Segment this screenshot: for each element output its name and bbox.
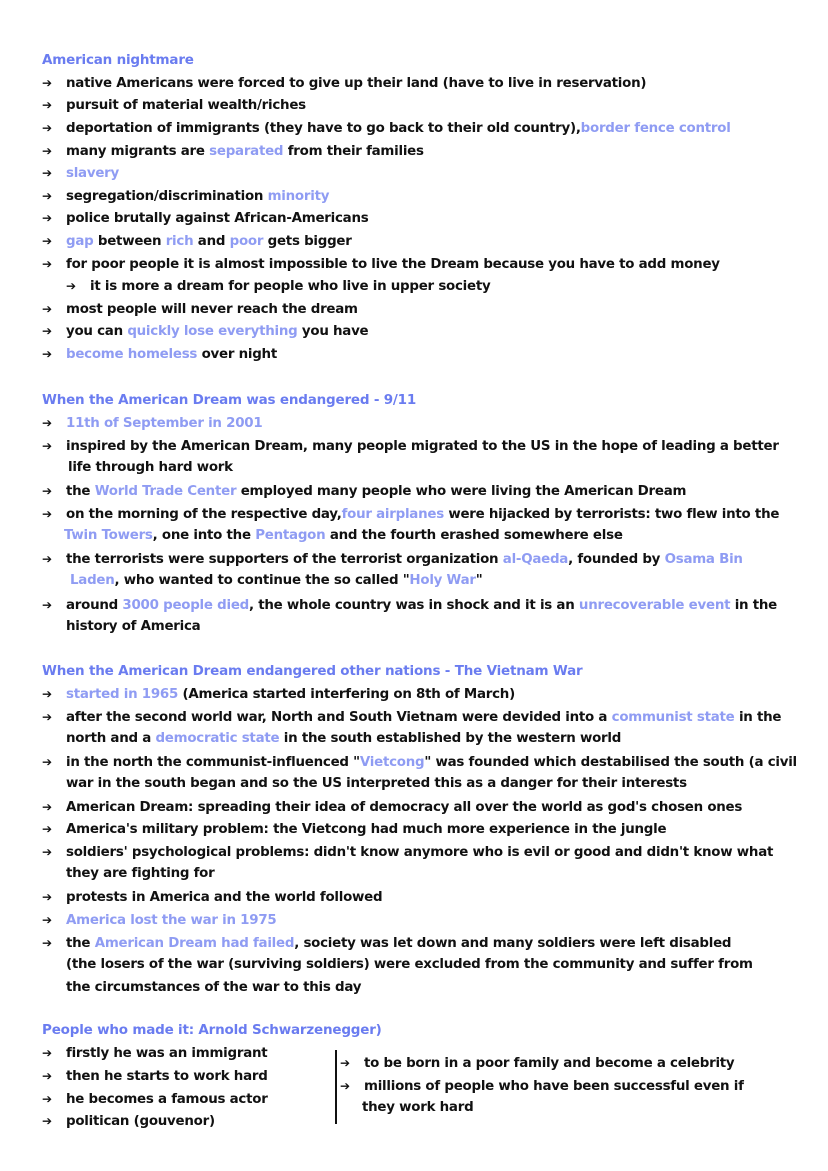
item-text: , founded by bbox=[568, 552, 661, 567]
item-text: , society was let down and many soldiers were left disabled bbox=[294, 936, 732, 951]
list-item bbox=[42, 594, 777, 616]
arrow-icon: ➔ bbox=[42, 845, 52, 859]
arrow-icon: ➔ bbox=[42, 822, 52, 836]
list-item bbox=[42, 1042, 267, 1064]
highlight-text: minority bbox=[267, 189, 330, 204]
item-text: life through hard work bbox=[68, 460, 233, 475]
list-item bbox=[42, 706, 781, 728]
arrow-icon: ➔ bbox=[42, 416, 52, 430]
list-item bbox=[42, 548, 743, 570]
item-text: the terrorists were supporters of the terrorist organization bbox=[66, 552, 499, 567]
highlight-text: started in 1965 bbox=[66, 687, 179, 702]
arrow-icon: ➔ bbox=[42, 507, 52, 521]
arrow-icon: ➔ bbox=[42, 936, 52, 950]
list-item bbox=[42, 72, 646, 94]
list-item bbox=[42, 435, 779, 457]
highlight-text: America lost the war in 1975 bbox=[66, 913, 277, 928]
highlight-text: World Trade Center bbox=[94, 484, 237, 499]
item-text: for poor people it is almost impossible to live the Dream because you have to add money bbox=[66, 257, 720, 272]
item-text: in the north the communist-influenced " bbox=[66, 755, 360, 770]
arrow-icon: ➔ bbox=[42, 913, 52, 927]
list-item bbox=[42, 932, 731, 954]
arrow-icon: ➔ bbox=[42, 302, 52, 316]
item-text: America's military problem: the Vietcong had much more experience in the jungle bbox=[66, 822, 667, 837]
highlight-text: American Dream had failed bbox=[94, 936, 295, 951]
arrow-icon: ➔ bbox=[42, 211, 52, 225]
item-text: in the bbox=[738, 710, 782, 725]
list-item bbox=[42, 886, 382, 908]
item-text: inspired by the American Dream, many people migrated to the US in the hope of leading a better bbox=[66, 439, 779, 454]
item-text: they work hard bbox=[362, 1100, 474, 1115]
item-text: " bbox=[475, 573, 483, 588]
list-item bbox=[42, 140, 424, 162]
list-item bbox=[42, 1088, 268, 1110]
arrow-icon: ➔ bbox=[42, 257, 52, 271]
list-item bbox=[42, 412, 262, 434]
arrow-icon: ➔ bbox=[42, 98, 52, 112]
item-text: to be born in a poor family and become a celebrity bbox=[364, 1056, 735, 1071]
item-text: , one into the bbox=[152, 528, 251, 543]
list-item-continuation bbox=[362, 1097, 473, 1119]
list-item bbox=[42, 841, 773, 863]
item-text: (America started interfering on 8th of March) bbox=[182, 687, 515, 702]
list-item bbox=[42, 298, 358, 320]
item-text: pursuit of material wealth/riches bbox=[66, 98, 306, 113]
list-item bbox=[42, 94, 306, 116]
item-text: the bbox=[66, 484, 91, 499]
list-item bbox=[66, 275, 490, 297]
item-text: soldiers' psychological problems: didn't know anymore who is evil or good and didn't know what bbox=[66, 845, 774, 860]
list-item-continuation bbox=[66, 616, 200, 638]
arrow-icon: ➔ bbox=[42, 121, 52, 135]
highlight-text: gap bbox=[66, 234, 94, 249]
item-text: deportation of immigrants (they have to go back to their old country), bbox=[66, 121, 581, 136]
item-text: (the losers of the war (surviving soldiers) were excluded from the community and suffer from bbox=[66, 957, 753, 972]
item-text: segregation/discrimination bbox=[66, 189, 264, 204]
item-text: " was founded which destabilised the south (a civil bbox=[424, 755, 797, 770]
item-text: you can bbox=[66, 324, 123, 339]
item-text: they are fighting for bbox=[66, 866, 215, 881]
item-text: native Americans were forced to give up their land (have to live in reservation) bbox=[66, 76, 647, 91]
arrow-icon: ➔ bbox=[42, 710, 52, 724]
item-text: then he starts to work hard bbox=[66, 1069, 268, 1084]
item-text: gets bigger bbox=[267, 234, 352, 249]
item-text: most people will never reach the dream bbox=[66, 302, 358, 317]
item-text: politican (gouvenor) bbox=[66, 1114, 215, 1129]
list-item bbox=[42, 230, 352, 252]
highlight-text: Holy War bbox=[409, 573, 476, 588]
list-item bbox=[42, 343, 277, 365]
highlight-text: al-Qaeda bbox=[502, 552, 569, 567]
item-text: after the second world war, North and South Vietnam were devided into a bbox=[66, 710, 608, 725]
list-item bbox=[42, 1065, 268, 1087]
arrow-icon: ➔ bbox=[42, 347, 52, 361]
highlight-text: communist state bbox=[611, 710, 735, 725]
item-text: the circumstances of the war to this day bbox=[66, 980, 362, 995]
item-text: the bbox=[66, 936, 91, 951]
list-item-continuation bbox=[66, 863, 214, 885]
arrow-icon: ➔ bbox=[42, 598, 52, 612]
list-item-continuation bbox=[64, 525, 623, 547]
highlight-text: Laden bbox=[70, 573, 115, 588]
list-item bbox=[42, 480, 686, 502]
highlight-text: Osama Bin bbox=[664, 552, 743, 567]
item-text: , the whole country was in shock and it is an bbox=[248, 598, 575, 613]
arrow-icon: ➔ bbox=[42, 439, 52, 453]
highlight-text: quickly lose everything bbox=[127, 324, 298, 339]
arrow-icon: ➔ bbox=[42, 484, 52, 498]
arrow-icon: ➔ bbox=[42, 1046, 52, 1060]
highlight-text: become homeless bbox=[66, 347, 198, 362]
highlight-text: democratic state bbox=[155, 731, 280, 746]
list-item bbox=[42, 683, 515, 705]
list-item bbox=[42, 117, 731, 139]
list-item bbox=[42, 1110, 215, 1132]
item-text: many migrants are bbox=[66, 144, 205, 159]
item-text: in the south established by the western world bbox=[283, 731, 622, 746]
highlight-text: 3000 people died bbox=[122, 598, 249, 613]
heading-9-11: When the American Dream was endangered - 9/11 bbox=[42, 392, 417, 408]
heading-american-nightmare: American nightmare bbox=[42, 52, 194, 68]
item-text: and the fourth erashed somewhere else bbox=[329, 528, 623, 543]
highlight-text: four airplanes bbox=[341, 507, 444, 522]
arrow-icon: ➔ bbox=[42, 324, 52, 338]
arrow-icon: ➔ bbox=[66, 279, 76, 293]
item-text: employed many people who were living the American Dream bbox=[240, 484, 687, 499]
item-text: , who wanted to continue the so called " bbox=[114, 573, 410, 588]
highlight-text: slavery bbox=[66, 166, 119, 181]
arrow-icon: ➔ bbox=[42, 1069, 52, 1083]
list-item bbox=[42, 818, 666, 840]
arrow-icon: ➔ bbox=[42, 144, 52, 158]
list-item bbox=[42, 185, 329, 207]
arrow-icon: ➔ bbox=[42, 166, 52, 180]
list-item-continuation bbox=[70, 570, 482, 592]
list-item bbox=[340, 1075, 744, 1097]
list-item bbox=[42, 320, 368, 342]
arrow-icon: ➔ bbox=[42, 189, 52, 203]
arrow-icon: ➔ bbox=[42, 76, 52, 90]
heading-vietnam-war: When the American Dream endangered other nations - The Vietnam War bbox=[42, 663, 583, 679]
highlight-text: unrecoverable event bbox=[578, 598, 731, 613]
highlight-text: 11th of September in 2001 bbox=[66, 416, 263, 431]
arrow-icon: ➔ bbox=[42, 1114, 52, 1128]
list-item-continuation bbox=[66, 977, 361, 999]
list-item bbox=[42, 162, 119, 184]
highlight-text: rich bbox=[165, 234, 194, 249]
arrow-icon: ➔ bbox=[42, 890, 52, 904]
list-item bbox=[42, 909, 276, 931]
item-text: war in the south began and so the US interpreted this as a danger for their interests bbox=[66, 776, 687, 791]
list-item bbox=[42, 796, 742, 818]
item-text: around bbox=[66, 598, 118, 613]
column-divider bbox=[335, 1050, 337, 1124]
list-item-continuation bbox=[66, 954, 753, 976]
highlight-text: Vietcong bbox=[359, 755, 425, 770]
list-item bbox=[42, 253, 720, 275]
list-item bbox=[42, 503, 779, 525]
item-text: and bbox=[197, 234, 226, 249]
arrow-icon: ➔ bbox=[42, 552, 52, 566]
item-text: between bbox=[97, 234, 162, 249]
item-text: he becomes a famous actor bbox=[66, 1092, 268, 1107]
item-text: history of America bbox=[66, 619, 201, 634]
list-item-continuation bbox=[66, 728, 621, 750]
item-text: it is more a dream for people who live in upper society bbox=[90, 279, 491, 294]
arrow-icon: ➔ bbox=[42, 687, 52, 701]
item-text: American Dream: spreading their idea of democracy all over the world as god's chosen ones bbox=[66, 800, 743, 815]
highlight-text: Pentagon bbox=[255, 528, 326, 543]
arrow-icon: ➔ bbox=[42, 800, 52, 814]
item-text: were hijacked by terrorists: two flew into the bbox=[448, 507, 780, 522]
arrow-icon: ➔ bbox=[42, 755, 52, 769]
list-item bbox=[42, 751, 797, 773]
item-text: firstly he was an immigrant bbox=[66, 1046, 268, 1061]
item-text: millions of people who have been successful even if bbox=[364, 1079, 744, 1094]
item-text: you have bbox=[301, 324, 369, 339]
item-text: from their families bbox=[287, 144, 424, 159]
arrow-icon: ➔ bbox=[42, 234, 52, 248]
item-text: police brutally against African-Americans bbox=[66, 211, 369, 226]
highlight-text: Twin Towers bbox=[64, 528, 153, 543]
item-text: protests in America and the world followed bbox=[66, 890, 383, 905]
arrow-icon: ➔ bbox=[340, 1079, 350, 1093]
arrow-icon: ➔ bbox=[340, 1056, 350, 1070]
list-item-continuation bbox=[68, 457, 233, 479]
heading-schwarzenegger: People who made it: Arnold Schwarzenegger) bbox=[42, 1022, 382, 1038]
item-text: in the bbox=[734, 598, 777, 613]
list-item bbox=[340, 1052, 734, 1074]
item-text: north and a bbox=[66, 731, 152, 746]
highlight-text: border fence control bbox=[580, 121, 731, 136]
highlight-text: poor bbox=[229, 234, 264, 249]
list-item bbox=[42, 207, 368, 229]
item-text: on the morning of the respective day, bbox=[66, 507, 342, 522]
list-item-continuation bbox=[66, 773, 687, 795]
arrow-icon: ➔ bbox=[42, 1092, 52, 1106]
highlight-text: separated bbox=[209, 144, 284, 159]
item-text: over night bbox=[201, 347, 277, 362]
